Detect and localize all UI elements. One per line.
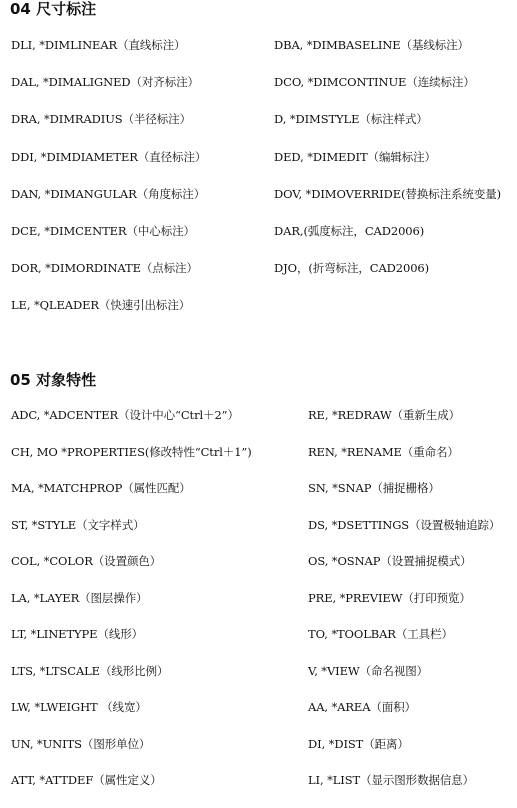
command-item: DOR, *DIMORDINATE（点标注）: [11, 261, 198, 276]
command-item: DED, *DIMEDIT（编辑标注）: [274, 149, 436, 164]
object-properties-command-list: [0, 406, 517, 808]
command-item: ADC, *ADCENTER（设计中心“Ctrl＋2”）: [11, 408, 239, 422]
command-item: PRE, *PREVIEW（打印预览）: [308, 590, 471, 605]
command-item: ST, *STYLE（文字样式）: [11, 517, 145, 532]
command-item: DS, *DSETTINGS（设置极轴追踪）: [308, 517, 501, 532]
dimension-command-list: [0, 36, 517, 334]
command-item: SN, *SNAP（捕捉栅格）: [308, 481, 440, 495]
section-title-object-properties: 05 对象特性: [10, 371, 97, 389]
command-item: RE, *REDRAW（重新生成）: [308, 408, 461, 422]
command-item: DDI, *DIMDIAMETER（直径标注）: [11, 149, 207, 164]
command-item: DAN, *DIMANGULAR（角度标注）: [11, 186, 206, 201]
command-item: DOV, *DIMOVERRIDE(替换标注系统变量): [274, 186, 502, 201]
command-item: DJO，(折弯标注，CAD2006): [274, 261, 430, 276]
command-item: DLI, *DIMLINEAR（直线标注）: [11, 38, 186, 52]
command-item: DI, *DIST（距离）: [308, 736, 409, 751]
command-item: DRA, *DIMRADIUS（半径标注）: [11, 112, 191, 127]
command-item: LA, *LAYER（图层操作）: [11, 590, 148, 605]
command-item: REN, *RENAME（重命名）: [308, 444, 459, 459]
section-title-dimension: 04 尺寸标注: [10, 0, 97, 18]
command-item: ATT, *ATTDEF（属性定义）: [11, 773, 162, 787]
command-item: CH, MO *PROPERTIES(修改特性“Ctrl＋1”): [11, 444, 252, 459]
command-item: LTS, *LTSCALE（线形比例）: [11, 663, 169, 678]
command-item: LI, *LIST（显示图形数据信息）: [308, 773, 475, 787]
command-item: DAL, *DIMALIGNED（对齐标注）: [11, 75, 199, 90]
command-item: OS, *OSNAP（设置捕捉模式）: [308, 554, 472, 568]
command-item: V, *VIEW（命名视图）: [308, 663, 429, 678]
command-item: DBA, *DIMBASELINE（基线标注）: [274, 38, 469, 52]
command-item: TO, *TOOLBAR（工具栏）: [308, 627, 453, 641]
command-item: D, *DIMSTYLE（标注样式）: [274, 112, 428, 127]
command-item: DCE, *DIMCENTER（中心标注）: [11, 223, 195, 238]
command-item-empty: [263, 296, 517, 333]
command-item: UN, *UNITS（图形单位）: [11, 736, 151, 751]
command-item: MA, *MATCHPROP（属性匹配）: [11, 481, 191, 495]
command-item: DAR,(弧度标注，CAD2006): [274, 223, 425, 238]
command-item: LW, *LWEIGHT （线宽）: [11, 700, 147, 714]
command-item: LE, *QLEADER（快速引出标注）: [11, 298, 191, 313]
command-item: DCO, *DIMCONTINUE（连续标注）: [274, 75, 475, 90]
command-item: AA, *AREA（面积）: [308, 700, 417, 714]
command-item: COL, *COLOR（设置颜色）: [11, 554, 162, 568]
command-item: LT, *LINETYPE（线形）: [11, 627, 144, 641]
